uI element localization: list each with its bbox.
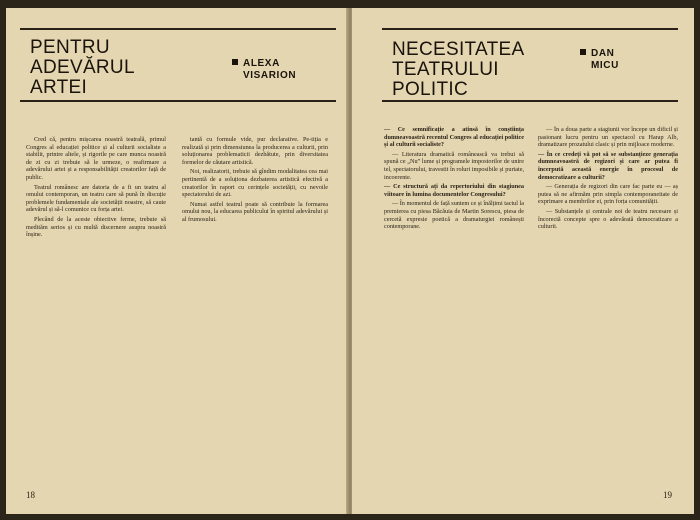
paragraph: Numai astfel teatrul poate să contribuie la formarea omului nou, la educarea publicului în spiritul adevărului și al frumosului. <box>182 200 328 223</box>
right-title-line: TEATRULUI POLITIC <box>392 59 499 100</box>
paragraph: Cred că, pentru mișcarea noastră teatrală, primul Congres al educației politice și al culturii socialiste a stabilit, printre altele, și rigorile pe care munca noastră de zi cu zi trebuie să le urmeze, o reafirmare a adevărului artei și a responsabilității creatorilor față de public. <box>26 136 166 181</box>
square-bullet-icon <box>580 49 586 55</box>
paragraph: — Substanțele și centrale noi de teatru necesare și încorectă concepte spre o adevărată democratizare a culturii. <box>538 207 678 231</box>
left-author-line: ALEXA <box>243 58 280 69</box>
right-column-1 <box>384 126 524 476</box>
page-number: 19 <box>663 490 672 500</box>
paragraph: — În a doua parte a stagiunii vor începe un dificil și pasionant lucru pentru un spectacol cu Harap Alb, dramatizare prozatului clasic și prin mijloace moderne. <box>538 126 678 149</box>
right-column-2 <box>538 126 678 476</box>
interview-question: — Ce structură ați da repertoriului din stagiunea viitoare în lumina documentelor Congresului? <box>384 183 524 198</box>
left-author <box>232 58 296 82</box>
paragraph: Plecând de la aceste obiective ferme, trebuie să medităm serios și cu multă discernere asupra noastră înșine. <box>26 215 166 239</box>
right-page <box>352 8 694 514</box>
paragraph: — Generația de regizori din care fac parte eu — aș putea să ne afirmăm prin simpla contemporaneitate de exprimare a membrilor ei, prin forța comunității. <box>538 183 678 206</box>
paragraph: — Literatura dramatică românească va trebui să spună ce „Nu” lume și programele impostorilor de unire tel, spectatorului, travestit în roluri imposibile și purtate, incoerente. <box>384 150 524 181</box>
right-title-box <box>382 28 678 102</box>
square-bullet-icon <box>232 59 238 65</box>
magazine-spread <box>6 8 694 514</box>
left-title-line: ADEVĂRUL ARTEI <box>30 57 135 98</box>
interview-question: — Ce semnificație a atinsă în conștiința dumneavoastră recentul Congres al educației politice și al culturii socialiste? <box>384 126 524 149</box>
paragraph: — În momentul de față suntem ce și înălțimi tactul la premierea cu piesa Băcăuia de Martin Sorescu, piesa de cercetă expresie poetică a dramaturgiei românești contemporane. <box>384 200 524 231</box>
right-article-title <box>392 40 542 100</box>
left-column-1 <box>26 136 166 486</box>
paragraph: Noi, realizatorii, trebuie să gîndim modalitatea cea mai pertinentă de a soluționa dezbaterea artistică efectivă a creatorilor în raport cu cerințele societății, cu nevoile spectatorului de azi. <box>182 168 328 199</box>
left-title-box <box>20 28 336 102</box>
right-author-line: DAN <box>591 48 615 59</box>
left-column-2 <box>182 136 328 486</box>
interview-question: — În ce credeți vă pot să se substanțieze generația dumneavoastră de regizori și care ar putea fi încerpută această energie în procesul de democratizare a culturii? <box>538 150 678 181</box>
left-author-line: VISARION <box>243 70 297 81</box>
left-title-line: PENTRU <box>30 37 110 58</box>
paragraph: Teatrul românesc are datoria de a fi un teatru al omului contemporan, un teatru care să pună în discuție problemele fundamentale ale societății noastre, să caute adevărul și să-l comunice cu forța artei. <box>26 183 166 214</box>
right-author <box>580 48 619 72</box>
left-page <box>6 8 348 514</box>
left-article-title <box>30 38 195 98</box>
page-number: 18 <box>26 490 35 500</box>
paragraph: tantă cu formule vide, pur declarative. Pe-tiția e realizată și prin dimensiunea la producerea a culturii, prin soluționarea problematicii dezbătute, prin diversitatea formelor de căutare artistică. <box>182 136 328 166</box>
right-author-line: MICU <box>591 60 619 71</box>
right-title-line: NECESITATEA <box>392 39 525 60</box>
